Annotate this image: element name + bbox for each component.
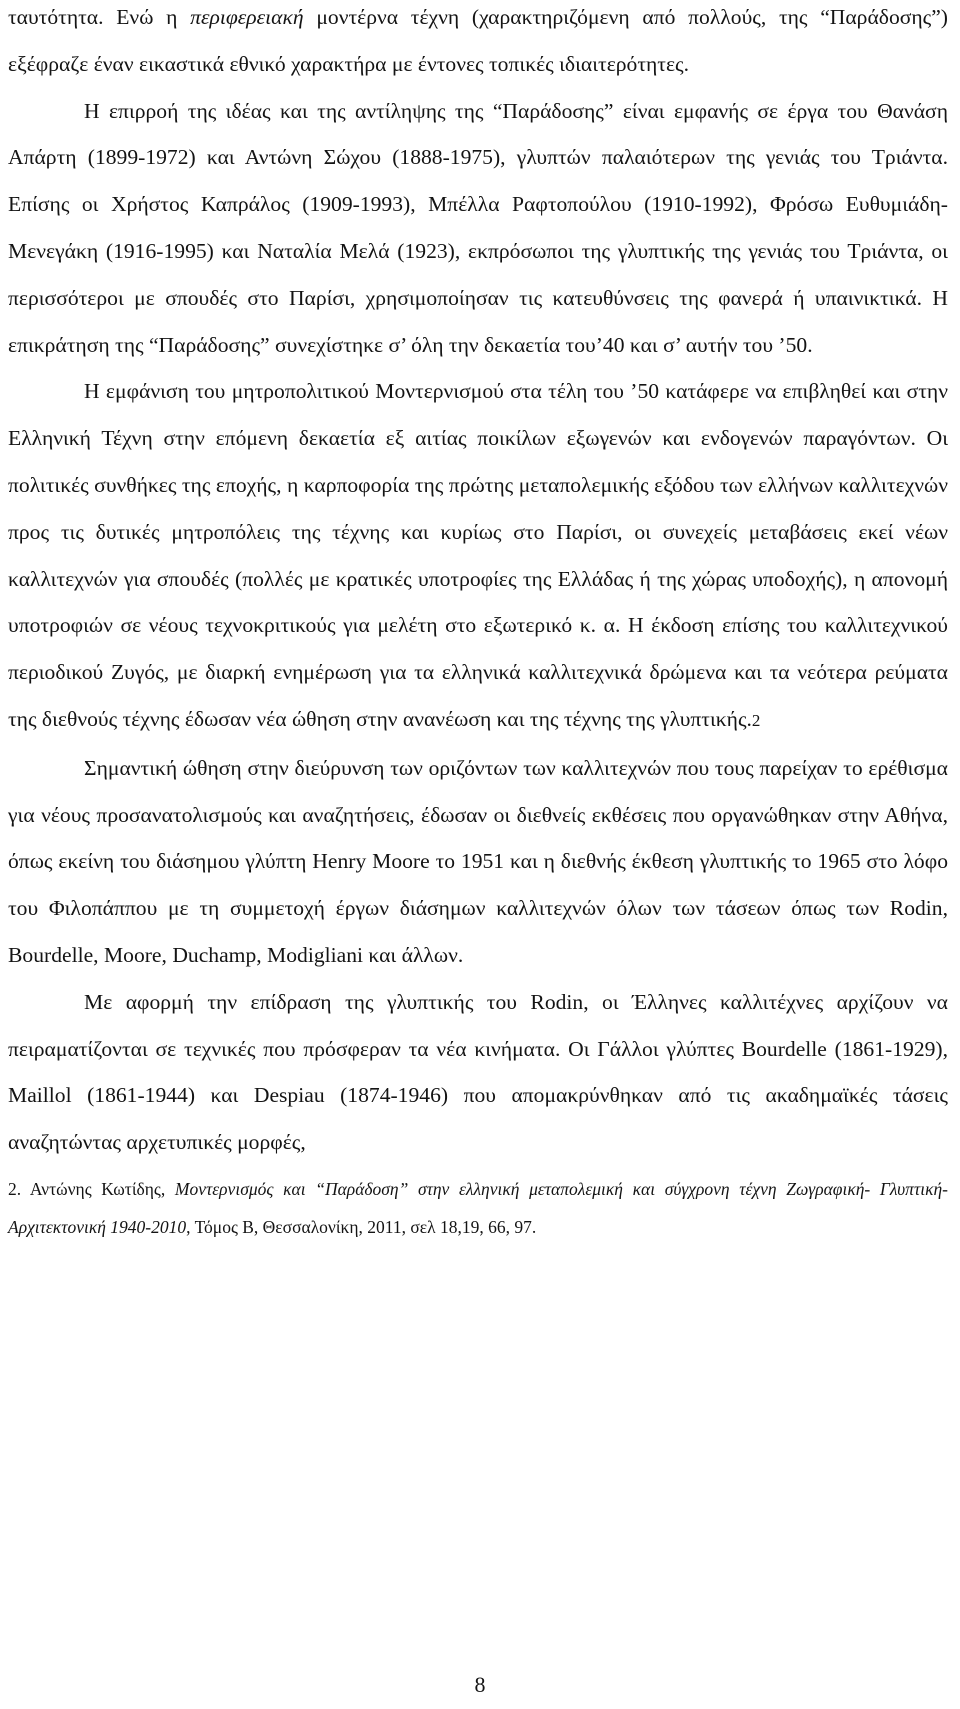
document-page [8, 0, 948, 1246]
paragraph-1-text-a: ταυτότητα. Ενώ η [8, 5, 191, 29]
paragraph-2 [8, 88, 948, 369]
paragraph-3-text: Η εμφάνιση του μητροπολιτικού Μοντερνισμού στα τέλη του ’50 κατάφερε να επιβληθεί και στην Ελληνική Τέχνη στην επόμενη δεκαετία εξ αιτίας ποικίλων εξωγενών και ενδογενών παραγόντων. Οι πολιτικές συνθήκες της εποχής, η καρποφορία της πρώτης μεταπολεμικής εξόδου των ελλήνων καλλιτεχνών προς τις δυτικές μητροπόλεις της τέχνης και κυρίως στο Παρίσι, οι συνεχείς μεταβάσεις εκεί νέων καλλιτεχνών για σπουδές (πολλές με κρατικές υποτροφίες της Ελλάδας ή της χώρας υποδοχής), η απονομή υποτροφιών σε νέους τεχνοκριτικούς για μελέτη στο εξωτερικό κ. α. Η έκδοση επίσης του καλλιτεχνικού περιοδικού Ζυγός, με διαρκή ενημέρωση για τα ελληνικά καλλιτεχνικά δρώμενα και τα νεότερα ρεύματα της διεθνούς τέχνης έδωσαν νέα ώθηση στην ανανέωση και της τέχνης της γλυπτικής. [8, 379, 948, 731]
paragraph-5 [8, 979, 948, 1166]
paragraph-1-italic-term: περιφερειακή [190, 5, 304, 29]
page-number: 8 [474, 1672, 486, 1697]
paragraph-3 [8, 368, 948, 744]
paragraph-2-text: Η επιρροή της ιδέας και της αντίληψης της “Παράδοσης” είναι εμφανής σε έργα του Θανάση Απάρτη (1899-1972) και Αντώνη Σώχου (1888-1975), γλυπτών παλαιότερων της γενιάς του Τριάντα. Επίσης οι Χρήστος Καπράλος (1909-1993), Μπέλλα Ραφτοπούλου (1910-1992), Φρόσω Ευθυμιάδη- Μενεγάκη (1916-1995) και Ναταλία Μελά (1923), εκπρόσωποι της γλυπτικής της γενιάς του Τριάντα, οι περισσότεροι με σπουδές στο Παρίσι, χρησιμοποίησαν τις κατευθύνσεις της φανερά ή υπαινικτικά. Η επικράτηση της “Παράδοσης” συνεχίστηκε σ’ όλη την δεκαετία του’40 και σ’ αυτήν του ’50. [8, 98, 948, 357]
paragraph-4 [8, 745, 948, 979]
footnote [8, 1170, 948, 1246]
paragraph-1 [8, 0, 948, 88]
footnote-reference[interactable]: 2 [751, 710, 761, 730]
paragraph-4-text: Σημαντική ώθηση στην διεύρυνση των οριζόντων των καλλιτεχνών που τους παρείχαν το ερέθισμα για νέους προσανατολισμούς και αναζητήσεις, έδωσαν οι διεθνείς εκθέσεις που οργανώθηκαν στην Αθήνα, όπως εκείνη του διάσημου γλύπτη Henry Moore το 1951 και η διεθνής έκθεση γλυπτικής το 1965 στο λόφο του Φιλοπάππου με τη συμμετοχή έργων διάσημων καλλιτεχνών όλων των τάσεων όπως των Rodin, Bourdelle, Moore, Duchamp, Modigliani και άλλων. [8, 755, 948, 967]
paragraph-5-text: Με αφορμή την επίδραση της γλυπτικής του Rodin, οι Έλληνες καλλιτέχνες αρχίζουν να πειραματίζονται σε τεχνικές που πρόσφεραν τα νέα κινήματα. Οι Γάλλοι γλύπτες Bourdelle (1861-1929), Maillol (1861-1944) και Despiau (1874-1946) που απομακρύνθηκαν από τις ακαδημαϊκές τάσεις αναζητώντας αρχετυπικές μορφές, [8, 989, 948, 1155]
paragraph-1-text-b: μοντέρνα τέχνη (χαρακτηριζόμενη από πολλούς, της “Παράδοσης”) εξέφραζε έναν εικαστικά εθνικό χαρακτήρα με έντονες τοπικές ιδιαιτερότητες. [8, 5, 949, 76]
footnote-book-title: Μοντερνισμός και “Παράδοση” στην ελληνική μεταπολεμική και σύγχρονη τέχνη Ζωγραφική- Γλυπτική- Αρχιτεκτονική 1940-2010 [8, 1178, 948, 1237]
footnote-publication-details: , Τόμος Β, Θεσσαλονίκη, 2011, σελ 18,19, 66, 97. [186, 1216, 537, 1237]
footnote-author: 2. Αντώνης Κωτίδης, [8, 1178, 175, 1199]
